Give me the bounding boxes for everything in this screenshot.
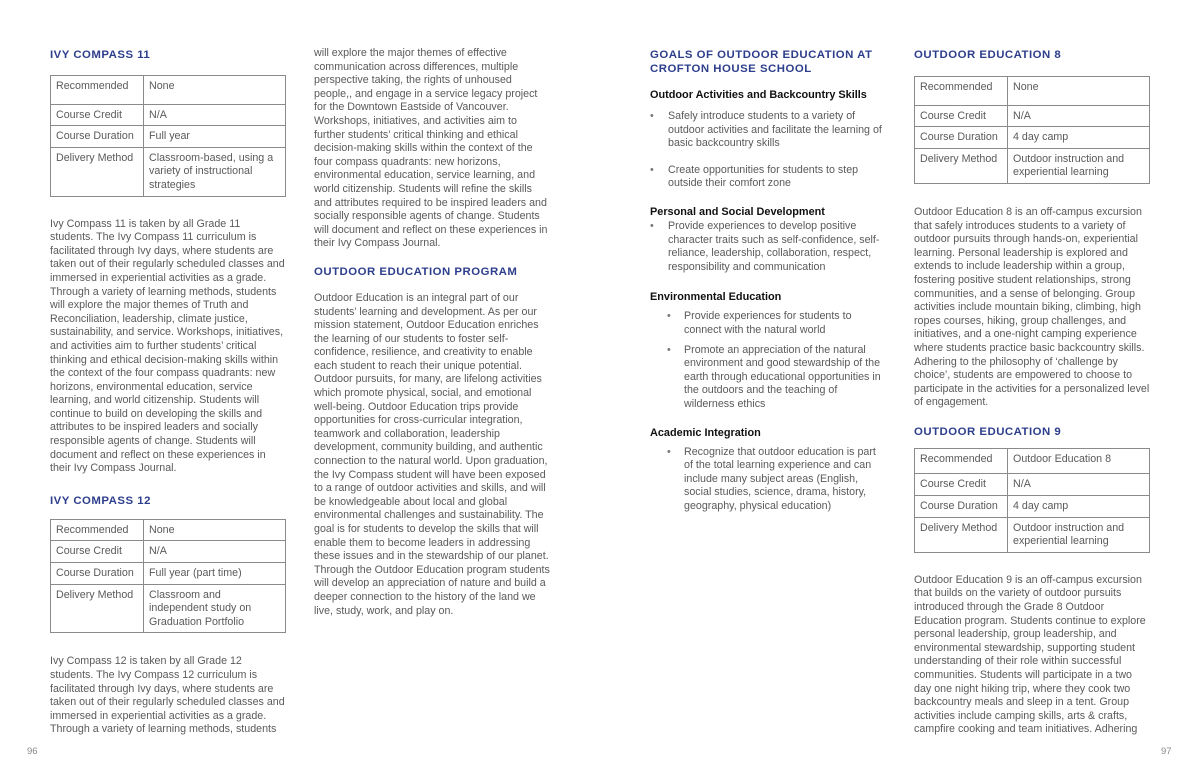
ivy-compass-11-table <box>50 75 286 197</box>
list-item: • Provide experiences to develop positive character traits such as self-confidence, self-reliance, leadership, collaboration, respect, responsibility and communication <box>650 220 886 274</box>
row-value: None <box>1008 77 1150 106</box>
environmental-list <box>650 310 886 411</box>
list-item: • Provide experiences for students to connect with the natural world <box>650 310 886 337</box>
outdoor-education-9-body: Outdoor Education 9 is an off-campus excursion that builds on the variety of outdoor pursuits introduced through the Grade 8 Outdoor Education program. Students continue to explore personal leadership, group leadership, and environmental stewardship, supporting student understanding of their role within successful communities. Students will participate in a two day one night hiking trip, where they cook two backcountry meals and sleep in a tent. Group activities include camping skills, arts & crafts, campfire cooking and team initiatives. Adhering <box>914 573 1146 736</box>
row-value: 4 day camp <box>1008 496 1150 518</box>
personal-social-list <box>650 220 886 274</box>
column-2 <box>314 47 550 618</box>
ivy-compass-12-heading: IVY COMPASS 12 <box>50 494 151 507</box>
table-row <box>51 541 286 563</box>
row-label: Course Duration <box>915 496 1008 518</box>
table-row <box>51 104 286 126</box>
row-value: None <box>144 519 286 541</box>
column-1 <box>50 48 286 737</box>
section-title-outdoor-activities: Outdoor Activities and Backcountry Skills <box>650 89 867 101</box>
outdoor-education-program-body: Outdoor Education is an integral part of our students’ learning and development. As per our mission statement, Outdoor Education enriches the learning of our students to foster self-confidence, resilience, and creativity to enable each student to reach their unique potential. Outdoor pursuits, for many, are lifelong activities which promote physical, social, and emotional well-being. Outdoor Education trips provide opportunities for cross-curricular integration, teamwork and collaboration, leadership development, community building, and authentic connection to the natural world. Upon graduation, the Ivy Compass student will have been exposed to a range of outdoor activities and skills, and will be knowledgeable about local and global environmental challenges and sustainability. The goal is for students to develop the skills that will enable them to become leaders in addressing these issues and in the stewardship of our planet. Through the Outdoor Education program students will develop an appreciation of nature and build a deeper connection to the history of the land we live, study, work, and play on. <box>314 291 550 617</box>
row-label: Course Duration <box>915 127 1008 149</box>
table-row <box>915 496 1150 518</box>
ivy-compass-12-body: Ivy Compass 12 is taken by all Grade 12 students. The Ivy Compass 12 curriculum is facilitated through Ivy days, where students are taken out of their regularly scheduled classes and immersed in experiential activities as a grade. Through a variety of learning methods, students <box>50 655 285 736</box>
table-row <box>915 105 1150 127</box>
row-value: N/A <box>144 541 286 563</box>
row-value: Classroom-based, using a variety of instructional strategies <box>144 147 286 196</box>
outdoor-education-9-table <box>914 448 1150 553</box>
row-label: Delivery Method <box>51 147 144 196</box>
page-number-right: 97 <box>1161 746 1172 757</box>
row-value: Full year <box>144 126 286 148</box>
list-item: • Safely introduce students to a variety of outdoor activities and facilitate the learning of basic backcountry skills <box>650 110 886 151</box>
section-title-environmental: Environmental Education <box>650 291 782 304</box>
row-value: N/A <box>1008 474 1150 496</box>
row-label: Course Credit <box>51 541 144 563</box>
column-3 <box>650 48 886 513</box>
outdoor-education-9-heading: OUTDOOR EDUCATION 9 <box>914 425 1062 438</box>
row-label: Course Credit <box>51 104 144 126</box>
table-row <box>51 76 286 105</box>
table-row <box>51 519 286 541</box>
table-row <box>51 563 286 585</box>
page-number-left: 96 <box>27 746 38 757</box>
ivy-compass-11-heading: IVY COMPASS 11 <box>50 49 151 61</box>
ivy-compass-12-continuation: will explore the major themes of effective communication across differences, multiple perspective taking, the rights of unhoused people,, and engage in a service legacy project for the Downtown Eastside of Vancouver. Workshops, initiatives, and activities aim to further students’ critical thinking and ethical decision-making skills within the context of the four compass quadrants: new horizons, environmental education, service learning, and world citizenship. Students will refine the skills and attributes required to be inspired leaders and socially responsible agents of change. Students will document and reflect on these experiences in their Ivy Compass Journal. <box>314 47 548 250</box>
row-value: Outdoor instruction and experiential learning <box>1008 517 1150 552</box>
academic-list <box>650 446 886 514</box>
row-value: Outdoor instruction and experiential learning <box>1008 148 1150 183</box>
ivy-compass-12-table <box>50 519 286 634</box>
row-label: Recommended <box>51 76 144 105</box>
row-value: Classroom and independent study on Graduation Portfolio <box>144 584 286 633</box>
table-row <box>915 127 1150 149</box>
row-label: Delivery Method <box>915 517 1008 552</box>
row-label: Recommended <box>915 77 1008 106</box>
goals-heading: GOALS OF OUTDOOR EDUCATION AT CROFTON HOUSE SCHOOL <box>650 49 873 75</box>
row-value: Full year (part time) <box>144 563 286 585</box>
outdoor-education-8-table <box>914 76 1150 184</box>
row-label: Course Credit <box>915 474 1008 496</box>
row-label: Course Duration <box>51 563 144 585</box>
row-label: Recommended <box>51 519 144 541</box>
table-row <box>51 147 286 196</box>
list-item: • Recognize that outdoor education is part of the total learning experience and can include many subject areas (English, social studies, science, drama, history, geography, physical education) <box>650 446 886 514</box>
row-value: None <box>144 76 286 105</box>
ivy-compass-11-body: Ivy Compass 11 is taken by all Grade 11 students. The Ivy Compass 11 curriculum is facilitated through Ivy days, where students are taken out of their regularly scheduled classes and immersed in experiential activities as a grade. Through a variety of learning methods, students will explore the major themes of Truth and Reconciliation, leadership, climate justice, sustainability, and service. Workshops, initiatives, and activities aim to further students’ critical thinking and ethical decision-making skills within the context of the four compass quadrants: new horizons, environmental education, service learning, and world citizenship. Students will continue to build on developing the skills and attributes to be inspired leaders and socially responsible agents of change. Students will document and reflect on these experiences in their Ivy Compass Journal. <box>50 217 285 475</box>
table-row <box>915 77 1150 106</box>
list-item: • Create opportunities for students to step outside their comfort zone <box>650 164 886 191</box>
table-row <box>915 148 1150 183</box>
outdoor-education-program-heading: OUTDOOR EDUCATION PROGRAM <box>314 265 518 278</box>
row-value: 4 day camp <box>1008 127 1150 149</box>
outdoor-education-8-body: Outdoor Education 8 is an off-campus excursion that safely introduces students to a variety of outdoor pursuits through hands-on, experiential learning. Personal leadership is explored and extends to include leadership within a group, fostering positive student relationships, strong communities, and a sense of belonging. Group activities include mountain biking, climbing, high ropes courses, hiking, group challenges, and initiatives, and a one-night camping experience where students practice basic backcountry skills. Adhering to the philosophy of ‘challenge by choice’, students are empowered to choose to participate in the activities for a personalized level of engagement. <box>914 205 1150 409</box>
outdoor-education-8-heading: OUTDOOR EDUCATION 8 <box>914 49 1062 61</box>
row-label: Delivery Method <box>51 584 144 633</box>
table-row <box>51 584 286 633</box>
section-title-personal-social: Personal and Social Development <box>650 205 825 218</box>
row-value: Outdoor Education 8 <box>1008 448 1150 474</box>
row-label: Course Credit <box>915 105 1008 127</box>
column-4 <box>914 48 1150 737</box>
list-item: • Promote an appreciation of the natural environment and good stewardship of the earth through educational opportunities in the outdoors and the teaching of wilderness ethics <box>650 344 886 412</box>
outdoor-activities-list <box>650 110 886 191</box>
row-label: Course Duration <box>51 126 144 148</box>
row-label: Delivery Method <box>915 148 1008 183</box>
table-row <box>915 517 1150 552</box>
table-row <box>915 474 1150 496</box>
table-row <box>51 126 286 148</box>
table-row <box>915 448 1150 474</box>
section-title-academic: Academic Integration <box>650 426 761 439</box>
row-label: Recommended <box>915 448 1008 474</box>
row-value: N/A <box>144 104 286 126</box>
row-value: N/A <box>1008 105 1150 127</box>
